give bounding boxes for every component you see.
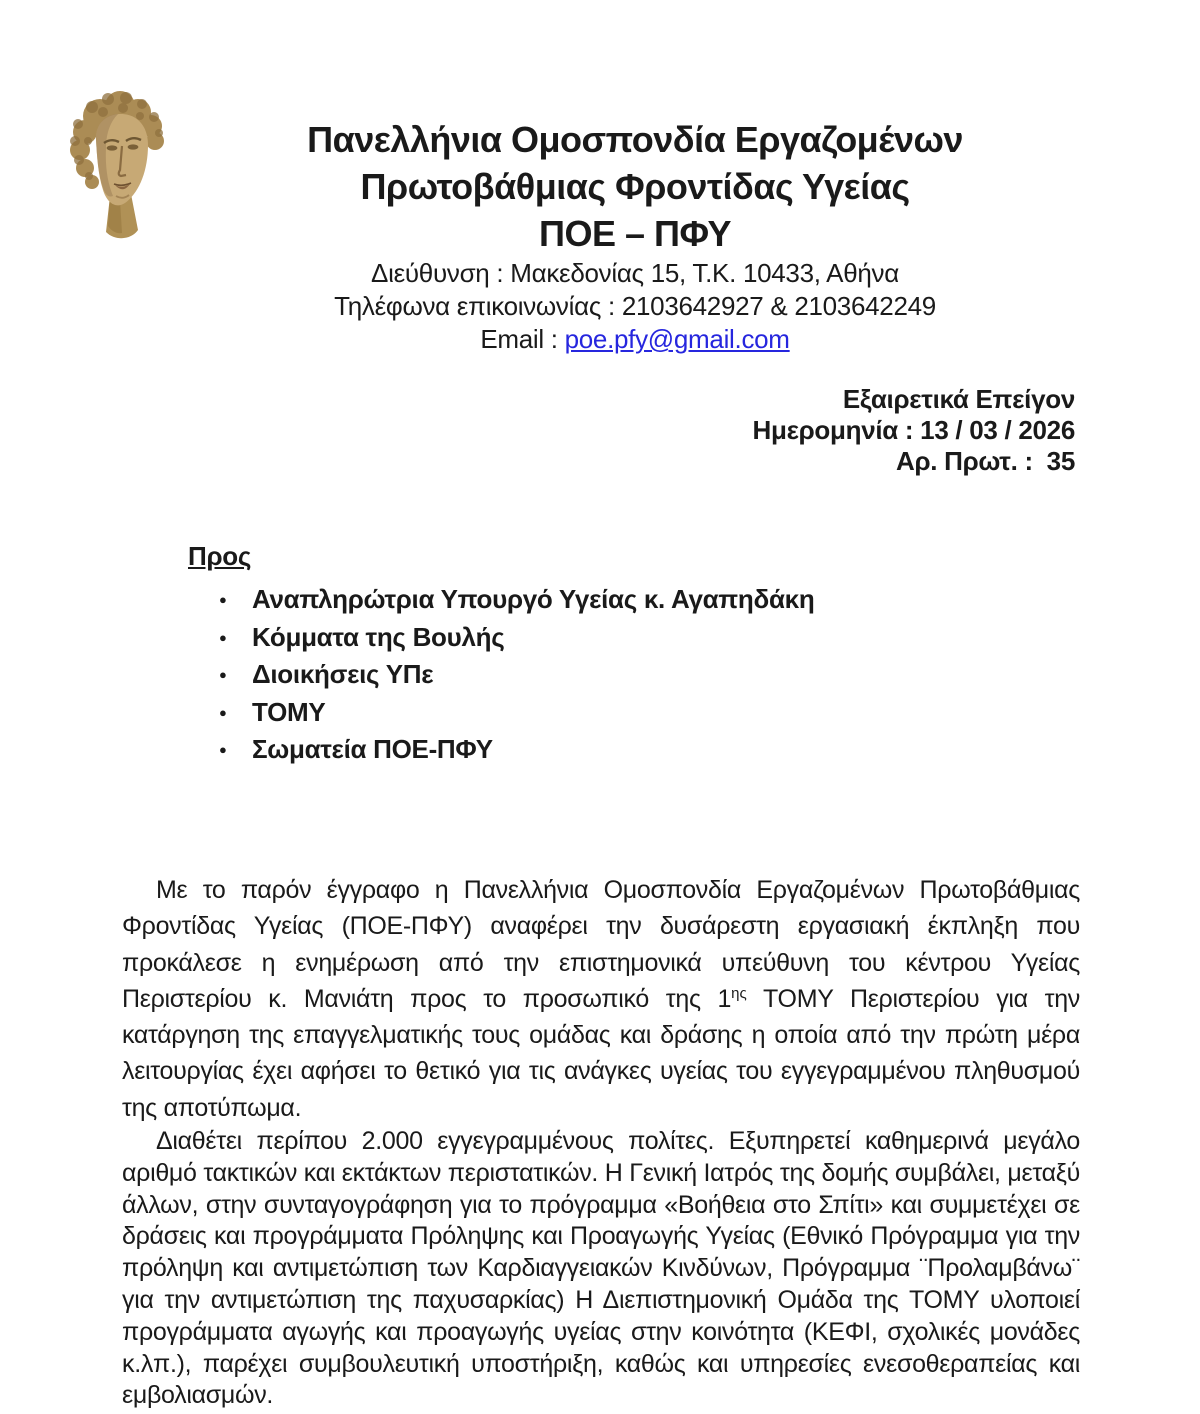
urgency-note: Εξαιρετικά Επείγον xyxy=(842,384,1075,414)
protocol-number-line: Αρ. Πρωτ. : 35 xyxy=(896,446,1075,476)
federation-title-line-2: Πρωτοβάθμιας Φροντίδας Υγείας xyxy=(360,166,910,207)
paragraph-1-text-end: ΤΟΜΥ Περιστερίου για την κατάργηση της επαγγελματικής τους ομάδας και δράσης η οποία από την πρώτη μέρα λειτουργίας έχει αφήσει το θετικό για τις ανάγκες υγείας του εγγεγραμμένου πληθυσμού της αποτύπωμα. xyxy=(122,984,1080,1122)
recipients-heading: Προς xyxy=(188,541,252,571)
date-line: Ημερομηνία : 13 / 03 / 2026 xyxy=(752,415,1075,445)
recipient-item-tomy: ● ΤΟΜΥ xyxy=(188,694,814,732)
email-line xyxy=(70,323,1200,356)
letter-body xyxy=(122,872,1080,1412)
ordinal-superscript: ης xyxy=(731,984,747,1002)
letter-meta-block xyxy=(753,384,1075,477)
body-paragraph-2: Διαθέτει περίπου 2.000 εγγεγραμμένους πολίτες. Εξυπηρετεί καθημερινά μεγάλο αριθμό τακτικών και εκτάκτων περιστατικών. Η Γενική Ιατρός της δομής συμβάλει, μεταξύ άλλων, στην συνταγογράφηση για το πρόγραμμα «Βοήθεια στο Σπίτι» και συμμετέχει σε δράσεις και προγράμματα Πρόληψης και Προαγωγής Υγείας (Εθνικό Πρόγραμμα για την πρόληψη και αντιμετώπιση των Καρδιαγγειακών Κινδύνων, Πρόγραμμα ¨Προλαμβάνω¨ για την αντιμετώπιση της παχυσαρκίας) Η Διεπιστημονική Ομάδα της ΤΟΜΥ υλοποιεί προγράμματα αγωγής και προαγωγής υγείας στην κοινότητα (ΚΕΦΙ, σχολικές μονάδες κ.λπ.), παρέχει συμβουλευτική υποστήριξη, καθώς και υπηρεσίες ενεσοθεραπείας και εμβολιασμών. xyxy=(122,1127,1080,1410)
recipient-item-unions: ● Σωματεία ΠΟΕ-ΠΦΥ xyxy=(188,731,814,769)
body-paragraph-1 xyxy=(122,872,1080,1126)
recipients-list xyxy=(188,581,814,769)
recipient-item-parliament-parties: ● Κόμματα της Βουλής xyxy=(188,619,814,657)
email-link[interactable]: poe.pfy@gmail.com xyxy=(564,324,790,354)
federation-title-line-1: Πανελλήνια Ομοσπονδία Εργαζομένων xyxy=(307,119,963,160)
recipient-item-ype-administrations: ● Διοικήσεις ΥΠε xyxy=(188,656,814,694)
address-line: Διεύθυνση : Μακεδονίας 15, Τ.Κ. 10433, Αθήνα xyxy=(371,258,899,288)
email-label: Email : xyxy=(480,324,565,354)
recipient-item-minister: ● Αναπληρώτρια Υπουργό Υγείας κ. Αγαπηδάκη xyxy=(188,581,814,619)
phone-line: Τηλέφωνα επικοινωνίας : 2103642927 & 2103642249 xyxy=(334,291,936,321)
federation-abbreviation: ΠΟΕ – ΠΦΥ xyxy=(538,213,732,254)
paragraph-1-text-start: Με το παρόν έγγραφο η Πανελλήνια Ομοσπονδία Εργαζομένων Πρωτοβάθμιας Φροντίδας Υγείας (ΠΟΕ-ΠΦΥ) αναφέρει την δυσάρεστη εργασιακή έκπληξη που προκάλεσε η ενημέρωση από την επιστημονικά υπεύθυνη του κέντρου Υγείας Περιστερίου κ. Μανιάτη προς το προσωπικό της 1 xyxy=(122,876,1080,1013)
federation-contact-block xyxy=(0,257,1200,356)
federation-title xyxy=(0,116,1200,257)
recipients-section xyxy=(188,541,814,769)
